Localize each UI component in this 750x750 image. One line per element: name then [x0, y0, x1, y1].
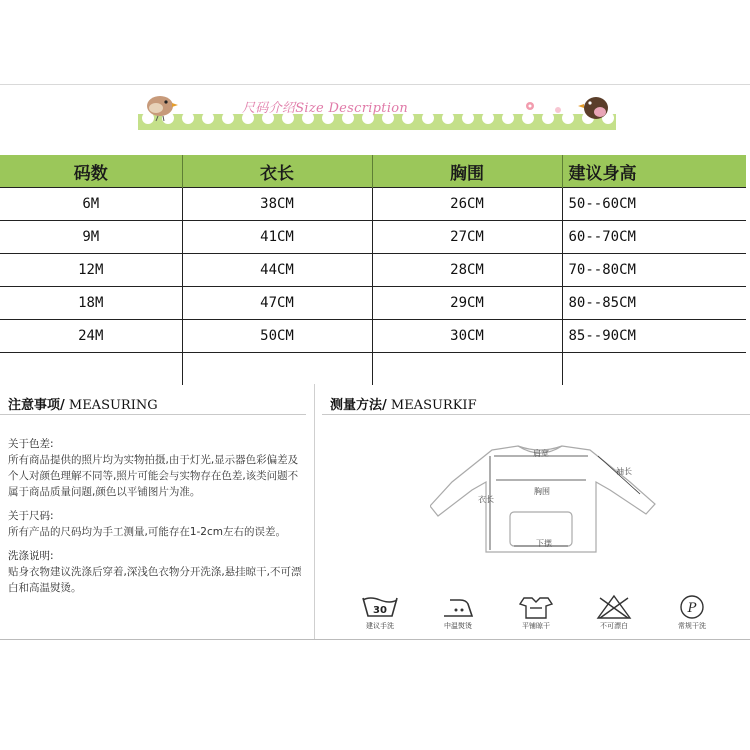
measure-heading-line — [322, 414, 750, 415]
cell-length: 41CM — [182, 221, 372, 254]
care-icons — [350, 594, 740, 638]
col-header-chest: 胸围 — [372, 155, 562, 188]
top-divider — [0, 84, 750, 85]
no-bleach-label: 不可漂白 — [600, 622, 628, 630]
notes-heading-cn: 注意事项/ — [8, 398, 65, 413]
banner-title: 尺码介绍Size Description — [242, 101, 409, 116]
dry-flat-label: 平铺晾干 — [522, 622, 550, 630]
cell-height: 70--80CM — [562, 254, 746, 287]
dry-clean-value: P — [687, 601, 697, 616]
col-header-height: 建议身高 — [562, 155, 746, 188]
cell-size: 18M — [0, 287, 182, 320]
notes-body — [8, 436, 306, 604]
note-color-text: 所有商品提供的照片均为实物拍摄,由于灯光,显示器色彩偏差及个人对颜色理解不同等,照片可能会与实物存在色差,该类问题不属于商品质量问题,颜色以平铺图片为准。 — [8, 454, 299, 498]
cell-height: 80--85CM — [562, 287, 746, 320]
measure-heading — [330, 394, 477, 413]
table-row — [0, 287, 746, 320]
notes-heading-line — [0, 414, 306, 415]
measure-heading-en: MEASURKIF — [386, 398, 477, 413]
panel-divider — [314, 384, 315, 639]
cell-chest — [372, 353, 562, 386]
col-header-length: 衣长 — [182, 155, 372, 188]
dry-flat-icon — [506, 594, 566, 631]
cell-length: 50CM — [182, 320, 372, 353]
cell-chest: 28CM — [372, 254, 562, 287]
note-wash — [8, 548, 306, 596]
note-wash-title: 洗涤说明: — [8, 550, 54, 562]
cell-length — [182, 353, 372, 386]
size-banner — [138, 88, 616, 140]
note-wash-text: 贴身衣物建议洗涤后穿着,深浅色衣物分开洗涤,悬挂晾干,不可漂白和高温熨烫。 — [8, 566, 302, 594]
table-row — [0, 188, 746, 221]
cell-size: 24M — [0, 320, 182, 353]
label-shoulder: 肩宽 — [533, 449, 549, 458]
cell-size: 12M — [0, 254, 182, 287]
dry-clean-icon — [662, 594, 722, 631]
col-header-size: 码数 — [0, 155, 182, 188]
note-size-title: 关于尺码: — [8, 510, 54, 522]
note-color — [8, 436, 306, 500]
cell-size — [0, 353, 182, 386]
cell-height — [562, 353, 746, 386]
label-length: 衣长 — [478, 495, 494, 504]
table-row-empty — [0, 353, 746, 386]
table-row — [0, 254, 746, 287]
measure-heading-cn: 测量方法/ — [330, 398, 387, 413]
cell-chest: 27CM — [372, 221, 562, 254]
size-table-header — [0, 155, 746, 188]
iron-label: 中温熨烫 — [444, 622, 472, 630]
notes-heading — [8, 394, 158, 413]
cell-length: 38CM — [182, 188, 372, 221]
cell-height: 85--90CM — [562, 320, 746, 353]
size-table — [0, 155, 746, 385]
table-row — [0, 320, 746, 353]
wash-label: 建议手洗 — [366, 622, 394, 630]
cell-size: 6M — [0, 188, 182, 221]
table-row — [0, 221, 746, 254]
label-hem: 下摆 — [536, 539, 552, 548]
no-bleach-icon — [584, 594, 644, 631]
label-sleeve: 袖长 — [616, 467, 632, 476]
iron-icon — [428, 594, 488, 631]
wash-temp-value: 30 — [373, 605, 387, 616]
cell-chest: 30CM — [372, 320, 562, 353]
cell-length: 44CM — [182, 254, 372, 287]
notes-heading-en: MEASURING — [64, 398, 158, 413]
note-size-text: 所有产品的尺码均为手工测量,可能存在1-2cm左右的误差。 — [8, 526, 286, 538]
cell-chest: 26CM — [372, 188, 562, 221]
dry-clean-label: 常规干洗 — [678, 622, 706, 630]
cell-chest: 29CM — [372, 287, 562, 320]
note-color-title: 关于色差: — [8, 438, 54, 450]
cell-size: 9M — [0, 221, 182, 254]
wash-30-icon — [350, 594, 410, 631]
label-chest: 胸围 — [534, 487, 550, 496]
note-size — [8, 508, 306, 540]
cell-height: 50--60CM — [562, 188, 746, 221]
cell-length: 47CM — [182, 287, 372, 320]
cell-height: 60--70CM — [562, 221, 746, 254]
measure-diagram — [430, 442, 670, 561]
